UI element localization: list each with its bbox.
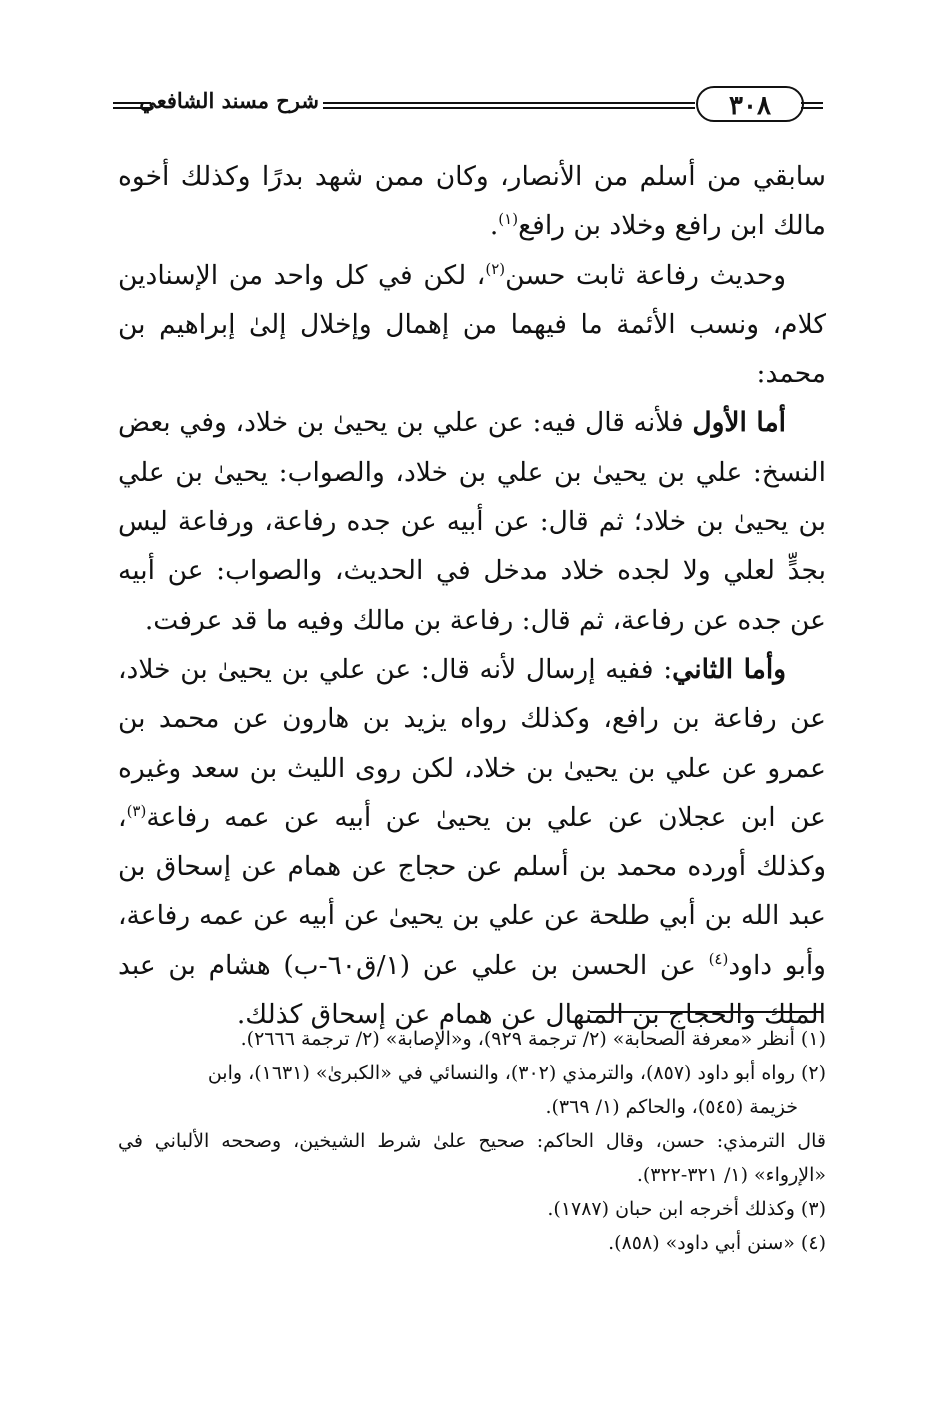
paragraph-4-text-c: عن الحسن بن علي عن (١/ق٦٠-ب) هشام بن عبد الملك والحجاج بن المنهال عن همام عن إسحاق كذلك.	[118, 949, 826, 1031]
footnote-ref-1: (١)	[498, 210, 519, 229]
footnote-4: (٤) «سنن أبي داود» (٨٥٨).	[608, 1232, 826, 1254]
paragraph-1-text: سابقي من أسلم من الأنصار، وكان ممن شهد بدرًا وكذلك أخوه مالك ابن رافع وخلاد بن رافع	[118, 161, 826, 242]
paragraph-3-text: فلأنه قال فيه: عن علي بن يحيىٰ بن خلاد، وفي بعض النسخ: علي بن يحيىٰ بن علي بن خلاد، والصواب: يحيىٰ بن علي بن يحيىٰ بن خلاد؛ ثم قال: عن أبيه عن جده رفاعة، ورفاعة ليس بجدٍّ لعلي ولا لجده خلاد مدخل في الحديث، والصواب: عن أبيه عن جده عن رفاعة، ثم قال: رفاعة بن مالك وفيه ما قد عرفت.	[118, 407, 826, 636]
footnote-2-continuation: خزيمة (٥٤٥)، والحاكم (١/ ٣٦٩).	[545, 1096, 798, 1118]
paragraph-3	[118, 398, 826, 644]
footnote-3: (٣) وكذلك أخرجه ابن حبان (١٧٨٧).	[547, 1198, 826, 1220]
paragraph-2-text-b: ، لكن في كل واحد من الإسنادين كلام، ونسب الأئمة ما فيهما من إهمال وإخلال إلىٰ إبراهيم بن محمد:	[118, 259, 826, 390]
footnote-ref-4: (٤)	[708, 949, 729, 968]
footnote-separator	[590, 1011, 822, 1013]
paragraph-4	[118, 645, 826, 1039]
footnote-2: (٢) رواه أبو داود (٨٥٧)، والترمذي (٣٠٢)، والنسائي في «الكبرىٰ» (١٦٣١)، وابن	[207, 1062, 826, 1084]
paragraph-4-text-b: ، وكذلك أورده محمد بن أسلم عن حجاج عن همام عن إسحاق بن عبد الله بن أبي طلحة عن علي بن يحيىٰ عن أبيه عن عمه رفاعة، وأبو داود	[118, 801, 826, 981]
paragraph-1	[118, 152, 826, 251]
main-text	[118, 152, 826, 1039]
page-header	[113, 86, 823, 126]
paragraph-1-end: .	[489, 210, 499, 242]
paragraph-2	[118, 251, 826, 399]
paragraph-3-lead: أما الأول	[692, 407, 786, 439]
footnote-1: (١) أنظر «معرفة الصحابة» (٢/ ترجمة ٩٢٩)، و«الإصابة» (٢/ ترجمة ٢٦٦٦).	[240, 1028, 826, 1050]
paragraph-4-text-a: : ففيه إرسال لأنه قال: عن علي بن يحيىٰ بن خلاد، عن رفاعة بن رافع، وكذلك رواه يزيد بن هارون عن محمد بن عمرو عن علي بن يحيىٰ بن خلاد، لكن روى الليث بن سعد وغيره عن ابن عجلان عن علي بن يحيىٰ عن أبيه عن عمه رفاعة	[118, 653, 826, 833]
footnote-ref-3: (٣)	[126, 802, 147, 821]
footnote-ref-2: (٢)	[485, 259, 506, 278]
paragraph-2-text-a: وحديث رفاعة ثابت حسن	[505, 259, 787, 291]
footnotes	[118, 1022, 826, 1260]
paragraph-4-lead: وأما الثاني	[672, 653, 786, 685]
header-rule-right	[801, 102, 823, 109]
footnote-2-note: قال الترمذي: حسن، وقال الحاكم: صحيح علىٰ شرط الشيخين، وصححه الألباني في «الإرواء» (١/ ٣٢١-٣٢٢).	[118, 1130, 826, 1186]
header-rule-middle	[323, 102, 695, 109]
page-number: ٣٠٨	[696, 86, 804, 122]
running-title: شرح مسند الشافعي	[139, 88, 319, 113]
